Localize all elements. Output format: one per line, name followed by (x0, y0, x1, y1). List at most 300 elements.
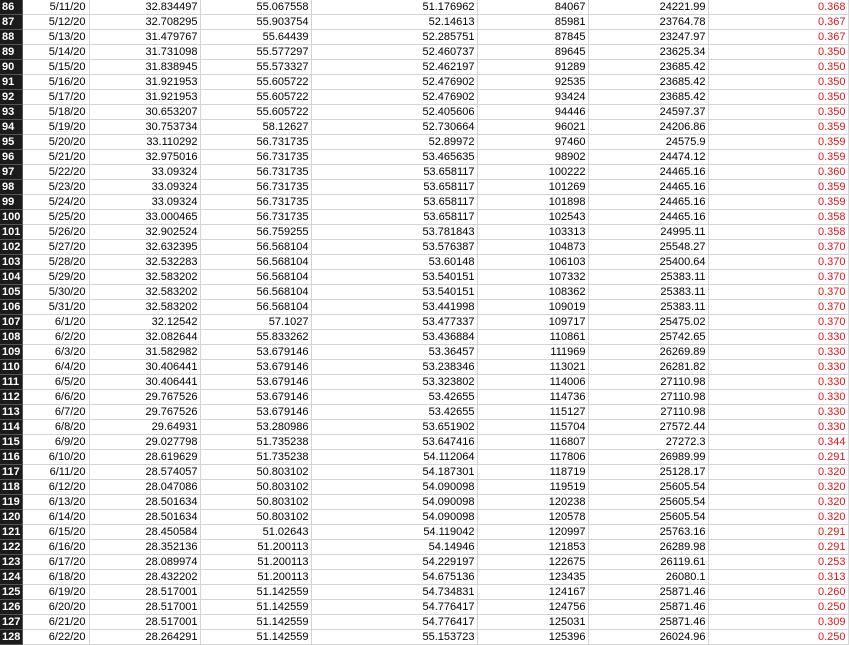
amount-cell[interactable]: 25128.17 (588, 465, 708, 480)
row-number[interactable]: 101 (2, 226, 21, 238)
date-cell[interactable]: 6/7/20 (22, 405, 89, 420)
row-number[interactable]: 116 (0, 450, 22, 465)
value-c-cell[interactable]: 54.776417 (311, 615, 477, 630)
row-number[interactable]: 107 (2, 316, 21, 328)
ratio-cell[interactable]: 0.370 (708, 270, 848, 285)
ratio-cell[interactable]: 0.370 (708, 315, 848, 330)
date-cell[interactable]: 5/14/20 (22, 45, 89, 60)
table-row[interactable] (0, 375, 848, 390)
value-a-cell[interactable]: 32.532283 (89, 255, 200, 270)
value-b-cell[interactable]: 56.731735 (200, 180, 311, 195)
count-cell[interactable]: 114736 (477, 390, 588, 405)
row-number[interactable]: 95 (0, 135, 22, 150)
date-cell[interactable]: 5/28/20 (22, 255, 89, 270)
row-number[interactable]: 103 (2, 256, 21, 268)
row-number[interactable]: 108 (2, 331, 21, 343)
count-cell[interactable]: 109019 (477, 300, 588, 315)
row-number[interactable]: 105 (2, 286, 21, 298)
table-row[interactable] (0, 195, 848, 210)
table-row[interactable] (0, 540, 848, 555)
value-a-cell[interactable]: 32.12542 (89, 315, 200, 330)
value-b-cell[interactable]: 50.803102 (200, 495, 311, 510)
ratio-cell[interactable]: 0.291 (708, 540, 848, 555)
amount-cell[interactable]: 23247.97 (588, 30, 708, 45)
count-cell[interactable]: 93424 (477, 90, 588, 105)
value-a-cell[interactable]: 32.583202 (89, 270, 200, 285)
date-cell[interactable]: 5/30/20 (22, 285, 89, 300)
row-number[interactable]: 96 (0, 150, 22, 165)
row-number[interactable]: 122 (2, 541, 21, 553)
value-b-cell[interactable]: 51.735238 (200, 435, 311, 450)
row-number[interactable]: 104 (2, 271, 21, 283)
value-a-cell[interactable]: 28.517001 (89, 615, 200, 630)
row-number[interactable]: 126 (2, 601, 21, 613)
table-row[interactable] (0, 270, 848, 285)
ratio-cell[interactable]: 0.360 (708, 165, 848, 180)
amount-cell[interactable]: 26119.61 (588, 555, 708, 570)
date-cell[interactable]: 5/22/20 (22, 165, 89, 180)
table-row[interactable] (0, 405, 848, 420)
value-b-cell[interactable]: 55.573327 (200, 60, 311, 75)
value-a-cell[interactable]: 28.047086 (89, 480, 200, 495)
value-c-cell[interactable]: 53.658117 (311, 195, 477, 210)
value-a-cell[interactable]: 29.767526 (89, 405, 200, 420)
value-c-cell[interactable]: 53.658117 (311, 165, 477, 180)
count-cell[interactable]: 104873 (477, 240, 588, 255)
ratio-cell[interactable]: 0.253 (708, 555, 848, 570)
date-cell[interactable]: 5/24/20 (22, 195, 89, 210)
date-cell[interactable]: 5/18/20 (22, 105, 89, 120)
value-a-cell[interactable]: 32.632395 (89, 240, 200, 255)
date-cell[interactable]: 5/20/20 (22, 135, 89, 150)
date-cell[interactable]: 5/29/20 (22, 270, 89, 285)
value-a-cell[interactable]: 29.64931 (89, 420, 200, 435)
value-c-cell[interactable]: 53.540151 (311, 285, 477, 300)
amount-cell[interactable]: 25605.54 (588, 495, 708, 510)
value-b-cell[interactable]: 50.803102 (200, 510, 311, 525)
amount-cell[interactable]: 23685.42 (588, 60, 708, 75)
table-row[interactable] (0, 285, 848, 300)
ratio-cell[interactable]: 0.370 (708, 255, 848, 270)
value-b-cell[interactable]: 56.731735 (200, 150, 311, 165)
row-number[interactable]: 99 (0, 195, 22, 210)
amount-cell[interactable]: 25763.16 (588, 525, 708, 540)
amount-cell[interactable]: 24597.37 (588, 105, 708, 120)
table-row[interactable] (0, 225, 848, 240)
ratio-cell[interactable]: 0.291 (708, 525, 848, 540)
value-a-cell[interactable]: 31.838945 (89, 60, 200, 75)
count-cell[interactable]: 123435 (477, 570, 588, 585)
table-row[interactable] (0, 390, 848, 405)
count-cell[interactable]: 106103 (477, 255, 588, 270)
row-number[interactable]: 89 (0, 45, 22, 60)
value-b-cell[interactable]: 56.568104 (200, 255, 311, 270)
count-cell[interactable]: 124756 (477, 600, 588, 615)
row-number[interactable]: 106 (2, 301, 21, 313)
date-cell[interactable]: 5/15/20 (22, 60, 89, 75)
amount-cell[interactable]: 25383.11 (588, 285, 708, 300)
row-number[interactable]: 110 (0, 360, 22, 375)
value-b-cell[interactable]: 51.200113 (200, 555, 311, 570)
value-a-cell[interactable]: 30.653207 (89, 105, 200, 120)
amount-cell[interactable]: 27110.98 (588, 405, 708, 420)
amount-cell[interactable]: 25871.46 (588, 615, 708, 630)
value-b-cell[interactable]: 50.803102 (200, 480, 311, 495)
value-b-cell[interactable]: 55.903754 (200, 15, 311, 30)
value-c-cell[interactable]: 52.14613 (311, 15, 477, 30)
date-cell[interactable]: 6/15/20 (22, 525, 89, 540)
value-a-cell[interactable]: 31.582982 (89, 345, 200, 360)
value-c-cell[interactable]: 53.540151 (311, 270, 477, 285)
ratio-cell[interactable]: 0.359 (708, 135, 848, 150)
value-c-cell[interactable]: 53.60148 (311, 255, 477, 270)
count-cell[interactable]: 100222 (477, 165, 588, 180)
count-cell[interactable]: 103313 (477, 225, 588, 240)
row-number[interactable]: 117 (0, 465, 22, 480)
ratio-cell[interactable]: 0.291 (708, 450, 848, 465)
count-cell[interactable]: 92535 (477, 75, 588, 90)
table-row[interactable] (0, 435, 848, 450)
amount-cell[interactable]: 24465.16 (588, 210, 708, 225)
value-c-cell[interactable]: 52.730664 (311, 120, 477, 135)
value-c-cell[interactable]: 52.89972 (311, 135, 477, 150)
value-a-cell[interactable]: 32.834497 (89, 0, 200, 15)
table-row[interactable] (0, 90, 848, 105)
value-b-cell[interactable]: 50.803102 (200, 465, 311, 480)
row-number[interactable]: 118 (0, 480, 22, 495)
table-row[interactable] (0, 150, 848, 165)
date-cell[interactable]: 5/27/20 (22, 240, 89, 255)
value-c-cell[interactable]: 54.734831 (311, 585, 477, 600)
value-c-cell[interactable]: 53.647416 (311, 435, 477, 450)
row-number[interactable]: 114 (0, 420, 22, 435)
ratio-cell[interactable]: 0.370 (708, 240, 848, 255)
value-c-cell[interactable]: 53.323802 (311, 375, 477, 390)
row-number[interactable]: 115 (0, 435, 22, 450)
value-a-cell[interactable]: 33.09324 (89, 165, 200, 180)
value-c-cell[interactable]: 54.090098 (311, 480, 477, 495)
value-a-cell[interactable]: 32.975016 (89, 150, 200, 165)
value-b-cell[interactable]: 55.577297 (200, 45, 311, 60)
value-c-cell[interactable]: 53.42655 (311, 405, 477, 420)
date-cell[interactable]: 6/6/20 (22, 390, 89, 405)
ratio-cell[interactable]: 0.358 (708, 210, 848, 225)
row-number[interactable]: 120 (2, 511, 21, 523)
value-b-cell[interactable]: 55.833262 (200, 330, 311, 345)
table-row[interactable] (0, 60, 848, 75)
row-number[interactable]: 90 (0, 60, 22, 75)
value-a-cell[interactable]: 28.619629 (89, 450, 200, 465)
count-cell[interactable]: 102543 (477, 210, 588, 225)
amount-cell[interactable]: 23685.42 (588, 90, 708, 105)
value-b-cell[interactable]: 51.02643 (200, 525, 311, 540)
count-cell[interactable]: 125396 (477, 630, 588, 645)
amount-cell[interactable]: 27110.98 (588, 390, 708, 405)
value-a-cell[interactable]: 30.406441 (89, 360, 200, 375)
amount-cell[interactable]: 25548.27 (588, 240, 708, 255)
count-cell[interactable]: 125031 (477, 615, 588, 630)
value-c-cell[interactable]: 54.090098 (311, 510, 477, 525)
date-cell[interactable]: 5/21/20 (22, 150, 89, 165)
ratio-cell[interactable]: 0.320 (708, 480, 848, 495)
value-b-cell[interactable]: 55.067558 (200, 0, 311, 15)
value-a-cell[interactable]: 28.517001 (89, 600, 200, 615)
amount-cell[interactable]: 24206.86 (588, 120, 708, 135)
value-a-cell[interactable]: 31.921953 (89, 90, 200, 105)
ratio-cell[interactable]: 0.320 (708, 465, 848, 480)
value-c-cell[interactable]: 53.576387 (311, 240, 477, 255)
value-b-cell[interactable]: 56.731735 (200, 210, 311, 225)
date-cell[interactable]: 6/20/20 (22, 600, 89, 615)
value-b-cell[interactable]: 56.568104 (200, 285, 311, 300)
count-cell[interactable]: 120238 (477, 495, 588, 510)
value-c-cell[interactable]: 52.462197 (311, 60, 477, 75)
value-c-cell[interactable]: 54.119042 (311, 525, 477, 540)
table-row[interactable] (0, 180, 848, 195)
amount-cell[interactable]: 26080.1 (588, 570, 708, 585)
value-c-cell[interactable]: 53.651902 (311, 420, 477, 435)
table-row[interactable] (0, 450, 848, 465)
count-cell[interactable]: 98902 (477, 150, 588, 165)
table-row[interactable] (0, 30, 848, 45)
value-b-cell[interactable]: 51.142559 (200, 600, 311, 615)
amount-cell[interactable]: 26989.99 (588, 450, 708, 465)
date-cell[interactable]: 6/14/20 (22, 510, 89, 525)
date-cell[interactable]: 6/4/20 (22, 360, 89, 375)
table-row[interactable] (0, 420, 848, 435)
table-row[interactable] (0, 15, 848, 30)
value-b-cell[interactable]: 56.731735 (200, 135, 311, 150)
ratio-cell[interactable]: 0.350 (708, 105, 848, 120)
value-c-cell[interactable]: 53.658117 (311, 210, 477, 225)
count-cell[interactable]: 107332 (477, 270, 588, 285)
count-cell[interactable]: 124167 (477, 585, 588, 600)
count-cell[interactable]: 113021 (477, 360, 588, 375)
count-cell[interactable]: 97460 (477, 135, 588, 150)
value-a-cell[interactable]: 31.921953 (89, 75, 200, 90)
table-row[interactable] (0, 630, 848, 645)
row-number[interactable]: 119 (0, 495, 22, 510)
date-cell[interactable]: 6/17/20 (22, 555, 89, 570)
value-c-cell[interactable]: 53.658117 (311, 180, 477, 195)
ratio-cell[interactable]: 0.250 (708, 630, 848, 645)
count-cell[interactable]: 121853 (477, 540, 588, 555)
amount-cell[interactable]: 23625.34 (588, 45, 708, 60)
count-cell[interactable]: 85981 (477, 15, 588, 30)
value-a-cell[interactable]: 32.708295 (89, 15, 200, 30)
value-b-cell[interactable]: 53.679146 (200, 405, 311, 420)
ratio-cell[interactable]: 0.260 (708, 585, 848, 600)
value-c-cell[interactable]: 53.42655 (311, 390, 477, 405)
value-c-cell[interactable]: 53.238346 (311, 360, 477, 375)
amount-cell[interactable]: 25400.64 (588, 255, 708, 270)
row-number[interactable]: 93 (0, 105, 22, 120)
value-c-cell[interactable]: 54.675136 (311, 570, 477, 585)
value-a-cell[interactable]: 31.731098 (89, 45, 200, 60)
table-row[interactable] (0, 105, 848, 120)
row-number[interactable]: 113 (0, 405, 22, 420)
count-cell[interactable]: 111969 (477, 345, 588, 360)
ratio-cell[interactable]: 0.350 (708, 60, 848, 75)
count-cell[interactable]: 110861 (477, 330, 588, 345)
row-number[interactable]: 112 (0, 390, 22, 405)
date-cell[interactable]: 5/17/20 (22, 90, 89, 105)
value-b-cell[interactable]: 55.605722 (200, 90, 311, 105)
value-c-cell[interactable]: 53.441998 (311, 300, 477, 315)
value-b-cell[interactable]: 55.64439 (200, 30, 311, 45)
value-a-cell[interactable]: 28.089974 (89, 555, 200, 570)
value-a-cell[interactable]: 28.501634 (89, 495, 200, 510)
table-row[interactable] (0, 345, 848, 360)
date-cell[interactable]: 5/12/20 (22, 15, 89, 30)
value-a-cell[interactable]: 28.501634 (89, 510, 200, 525)
date-cell[interactable]: 6/10/20 (22, 450, 89, 465)
ratio-cell[interactable]: 0.359 (708, 195, 848, 210)
value-b-cell[interactable]: 53.280986 (200, 420, 311, 435)
value-b-cell[interactable]: 56.568104 (200, 300, 311, 315)
ratio-cell[interactable]: 0.358 (708, 225, 848, 240)
date-cell[interactable]: 6/22/20 (22, 630, 89, 645)
ratio-cell[interactable]: 0.320 (708, 495, 848, 510)
value-c-cell[interactable]: 53.465635 (311, 150, 477, 165)
row-number[interactable]: 94 (0, 120, 22, 135)
value-a-cell[interactable]: 28.450584 (89, 525, 200, 540)
row-number[interactable]: 86 (0, 0, 22, 15)
ratio-cell[interactable]: 0.368 (708, 0, 848, 15)
count-cell[interactable]: 109717 (477, 315, 588, 330)
row-number[interactable]: 111 (0, 375, 22, 390)
amount-cell[interactable]: 27572.44 (588, 420, 708, 435)
count-cell[interactable]: 115127 (477, 405, 588, 420)
date-cell[interactable]: 6/16/20 (22, 540, 89, 555)
count-cell[interactable]: 115704 (477, 420, 588, 435)
ratio-cell[interactable]: 0.330 (708, 360, 848, 375)
table-row[interactable] (0, 165, 848, 180)
value-a-cell[interactable]: 33.110292 (89, 135, 200, 150)
ratio-cell[interactable]: 0.330 (708, 375, 848, 390)
count-cell[interactable]: 87845 (477, 30, 588, 45)
amount-cell[interactable]: 25871.46 (588, 600, 708, 615)
count-cell[interactable]: 120997 (477, 525, 588, 540)
value-c-cell[interactable]: 52.285751 (311, 30, 477, 45)
value-c-cell[interactable]: 55.153723 (311, 630, 477, 645)
amount-cell[interactable]: 24465.16 (588, 180, 708, 195)
row-number[interactable]: 88 (0, 30, 22, 45)
table-row[interactable] (0, 510, 848, 525)
ratio-cell[interactable]: 0.367 (708, 15, 848, 30)
row-number[interactable]: 98 (0, 180, 22, 195)
date-cell[interactable]: 5/23/20 (22, 180, 89, 195)
value-b-cell[interactable]: 53.679146 (200, 390, 311, 405)
value-a-cell[interactable]: 28.264291 (89, 630, 200, 645)
table-row[interactable] (0, 255, 848, 270)
ratio-cell[interactable]: 0.350 (708, 90, 848, 105)
row-number[interactable]: 92 (0, 90, 22, 105)
date-cell[interactable]: 6/8/20 (22, 420, 89, 435)
value-a-cell[interactable]: 31.479767 (89, 30, 200, 45)
amount-cell[interactable]: 25605.54 (588, 480, 708, 495)
value-b-cell[interactable]: 58.12627 (200, 120, 311, 135)
count-cell[interactable]: 119519 (477, 480, 588, 495)
value-b-cell[interactable]: 55.605722 (200, 75, 311, 90)
ratio-cell[interactable]: 0.330 (708, 405, 848, 420)
table-row[interactable] (0, 210, 848, 225)
row-number[interactable]: 97 (0, 165, 22, 180)
amount-cell[interactable]: 25871.46 (588, 585, 708, 600)
value-b-cell[interactable]: 51.142559 (200, 585, 311, 600)
table-row[interactable] (0, 480, 848, 495)
ratio-cell[interactable]: 0.250 (708, 600, 848, 615)
value-a-cell[interactable]: 29.767526 (89, 390, 200, 405)
ratio-cell[interactable]: 0.330 (708, 345, 848, 360)
ratio-cell[interactable]: 0.344 (708, 435, 848, 450)
value-a-cell[interactable]: 32.583202 (89, 285, 200, 300)
amount-cell[interactable]: 26289.98 (588, 540, 708, 555)
amount-cell[interactable]: 25475.02 (588, 315, 708, 330)
count-cell[interactable]: 96021 (477, 120, 588, 135)
amount-cell[interactable]: 25605.54 (588, 510, 708, 525)
value-a-cell[interactable]: 28.517001 (89, 585, 200, 600)
row-number[interactable]: 125 (2, 586, 21, 598)
count-cell[interactable]: 108362 (477, 285, 588, 300)
value-b-cell[interactable]: 51.142559 (200, 630, 311, 645)
value-c-cell[interactable]: 54.229197 (311, 555, 477, 570)
value-a-cell[interactable]: 32.583202 (89, 300, 200, 315)
row-number[interactable]: 121 (2, 526, 21, 538)
ratio-cell[interactable]: 0.370 (708, 300, 848, 315)
count-cell[interactable]: 118719 (477, 465, 588, 480)
row-number[interactable]: 100 (2, 211, 21, 223)
date-cell[interactable]: 6/3/20 (22, 345, 89, 360)
amount-cell[interactable]: 25383.11 (588, 270, 708, 285)
table-row[interactable] (0, 120, 848, 135)
count-cell[interactable]: 89645 (477, 45, 588, 60)
value-c-cell[interactable]: 54.776417 (311, 600, 477, 615)
row-number[interactable]: 102 (2, 241, 21, 253)
count-cell[interactable]: 122675 (477, 555, 588, 570)
value-c-cell[interactable]: 52.405606 (311, 105, 477, 120)
row-number[interactable]: 87 (0, 15, 22, 30)
value-b-cell[interactable]: 56.568104 (200, 270, 311, 285)
value-b-cell[interactable]: 51.735238 (200, 450, 311, 465)
value-b-cell[interactable]: 55.605722 (200, 105, 311, 120)
value-a-cell[interactable]: 28.432202 (89, 570, 200, 585)
amount-cell[interactable]: 26281.82 (588, 360, 708, 375)
table-row[interactable] (0, 45, 848, 60)
value-a-cell[interactable]: 28.352136 (89, 540, 200, 555)
amount-cell[interactable]: 27272.3 (588, 435, 708, 450)
value-c-cell[interactable]: 53.781843 (311, 225, 477, 240)
amount-cell[interactable]: 23764.78 (588, 15, 708, 30)
value-a-cell[interactable]: 32.902524 (89, 225, 200, 240)
ratio-cell[interactable]: 0.367 (708, 30, 848, 45)
value-b-cell[interactable]: 53.679146 (200, 360, 311, 375)
table-row[interactable] (0, 300, 848, 315)
table-row[interactable] (0, 600, 848, 615)
amount-cell[interactable]: 25742.65 (588, 330, 708, 345)
value-a-cell[interactable]: 29.027798 (89, 435, 200, 450)
table-row[interactable] (0, 525, 848, 540)
table-row[interactable] (0, 240, 848, 255)
value-c-cell[interactable]: 54.112064 (311, 450, 477, 465)
amount-cell[interactable]: 24465.16 (588, 195, 708, 210)
value-c-cell[interactable]: 52.476902 (311, 90, 477, 105)
ratio-cell[interactable]: 0.313 (708, 570, 848, 585)
count-cell[interactable]: 101898 (477, 195, 588, 210)
value-b-cell[interactable]: 51.200113 (200, 540, 311, 555)
date-cell[interactable]: 6/18/20 (22, 570, 89, 585)
value-a-cell[interactable]: 33.000465 (89, 210, 200, 225)
